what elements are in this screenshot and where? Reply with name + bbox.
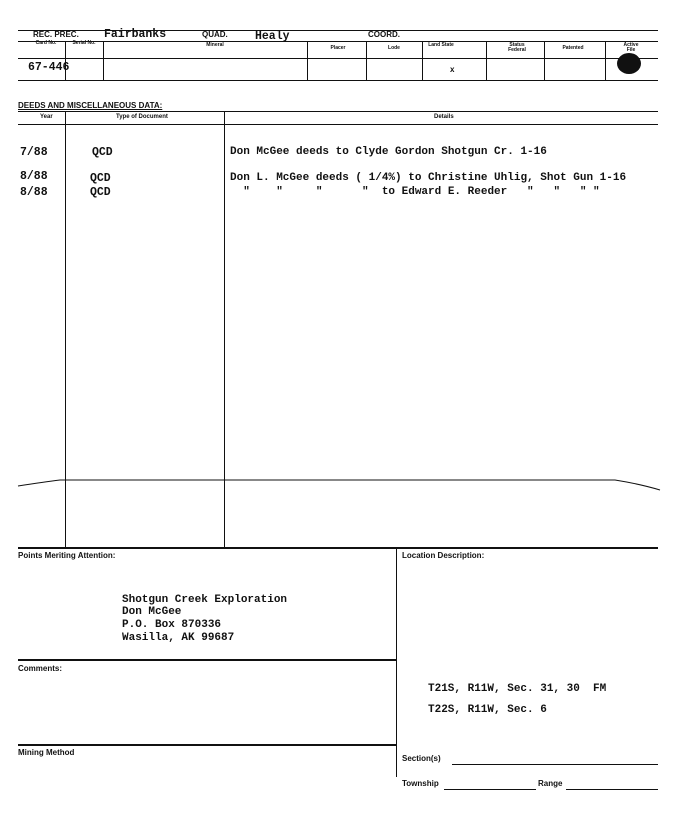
deeds-header-top-rule xyxy=(18,111,658,112)
quad-label: QUAD. xyxy=(202,30,228,39)
deed-row-1-type: QCD xyxy=(92,146,113,159)
deed-row-3-type: QCD xyxy=(90,186,111,199)
bottom-center-divider xyxy=(396,547,397,777)
deeds-title: DEEDS AND MISCELLANEOUS DATA: xyxy=(18,101,163,110)
points-line-1: Shotgun Creek Exploration xyxy=(122,594,288,606)
deeds-bottom-rule xyxy=(18,547,658,549)
deed-row-1-year: 7/88 xyxy=(20,146,48,159)
mining-method-label: Mining Method xyxy=(18,748,75,757)
deed-row-2-type: QCD xyxy=(90,172,111,185)
rec-prec-label: REC. PREC. xyxy=(33,30,79,39)
coord-label: COORD. xyxy=(368,30,400,39)
deed-row-3-year: 8/88 xyxy=(20,186,48,199)
details-column-header: Details xyxy=(434,114,454,120)
deed-row-3-details: " " " " to Edward E. Reeder " " " " xyxy=(230,186,600,198)
lode-header: Lode xyxy=(388,45,400,51)
township-label: Township xyxy=(402,779,439,788)
placer-header: Placer xyxy=(330,45,346,51)
card-no-header: Card No. xyxy=(35,40,57,46)
range-fill-line xyxy=(566,789,658,790)
points-line-2: Don McGee xyxy=(122,606,182,618)
status-federal-header: Status Federal xyxy=(508,42,526,53)
deed-row-1-details: Don McGee deeds to Clyde Gordon Shotgun Cr. 1-16 xyxy=(230,146,547,158)
points-label: Points Meriting Attention: xyxy=(18,551,116,560)
deed-row-2-year: 8/88 xyxy=(20,170,48,183)
deeds-header-bottom-rule xyxy=(18,124,658,125)
township-fill-line xyxy=(444,789,536,790)
mineral-header: Mineral xyxy=(206,42,224,48)
comments-top-rule xyxy=(18,659,396,661)
active-file-dot xyxy=(617,53,641,74)
header-sub-rule xyxy=(18,58,658,59)
serial-no-header: Serial No. xyxy=(72,40,96,46)
quad-value: Healy xyxy=(255,30,290,43)
deed-row-2-details: Don L. McGee deeds ( 1/4%) to Christine Uhlig, Shot Gun 1-16 xyxy=(230,172,627,184)
header-bottom-rule xyxy=(18,80,658,81)
active-file-header: Active File xyxy=(623,42,639,53)
header-divider-4 xyxy=(366,41,367,80)
header-divider-8 xyxy=(605,41,606,80)
rec-prec-value: Fairbanks xyxy=(104,28,167,41)
location-line-1: T21S, R11W, Sec. 31, 30 FM xyxy=(428,683,607,695)
land-state-header: Land State xyxy=(428,42,454,48)
header-mid-rule xyxy=(18,41,658,42)
card-no-value: 67-446 xyxy=(28,61,70,74)
header-divider-5 xyxy=(422,41,423,80)
points-line-3: P.O. Box 870336 xyxy=(122,619,222,631)
sections-label: Section(s) xyxy=(402,754,441,763)
points-line-4: Wasilla, AK 99687 xyxy=(122,632,235,644)
card-fold-line xyxy=(0,470,678,500)
header-divider-3 xyxy=(307,41,308,80)
header-divider-7 xyxy=(544,41,545,80)
mining-top-rule xyxy=(18,744,396,746)
type-column-header: Type of Document xyxy=(116,114,168,120)
year-column-header: Year xyxy=(40,114,53,120)
comments-label: Comments: xyxy=(18,664,63,673)
location-label: Location Description: xyxy=(402,551,485,560)
land-state-value: x xyxy=(450,65,455,74)
sections-fill-line xyxy=(452,764,658,765)
location-line-2: T22S, R11W, Sec. 6 xyxy=(428,704,547,716)
range-label: Range xyxy=(538,779,563,788)
patented-header: Patented xyxy=(562,45,584,51)
header-divider-6 xyxy=(486,41,487,80)
header-divider-2 xyxy=(103,41,104,80)
